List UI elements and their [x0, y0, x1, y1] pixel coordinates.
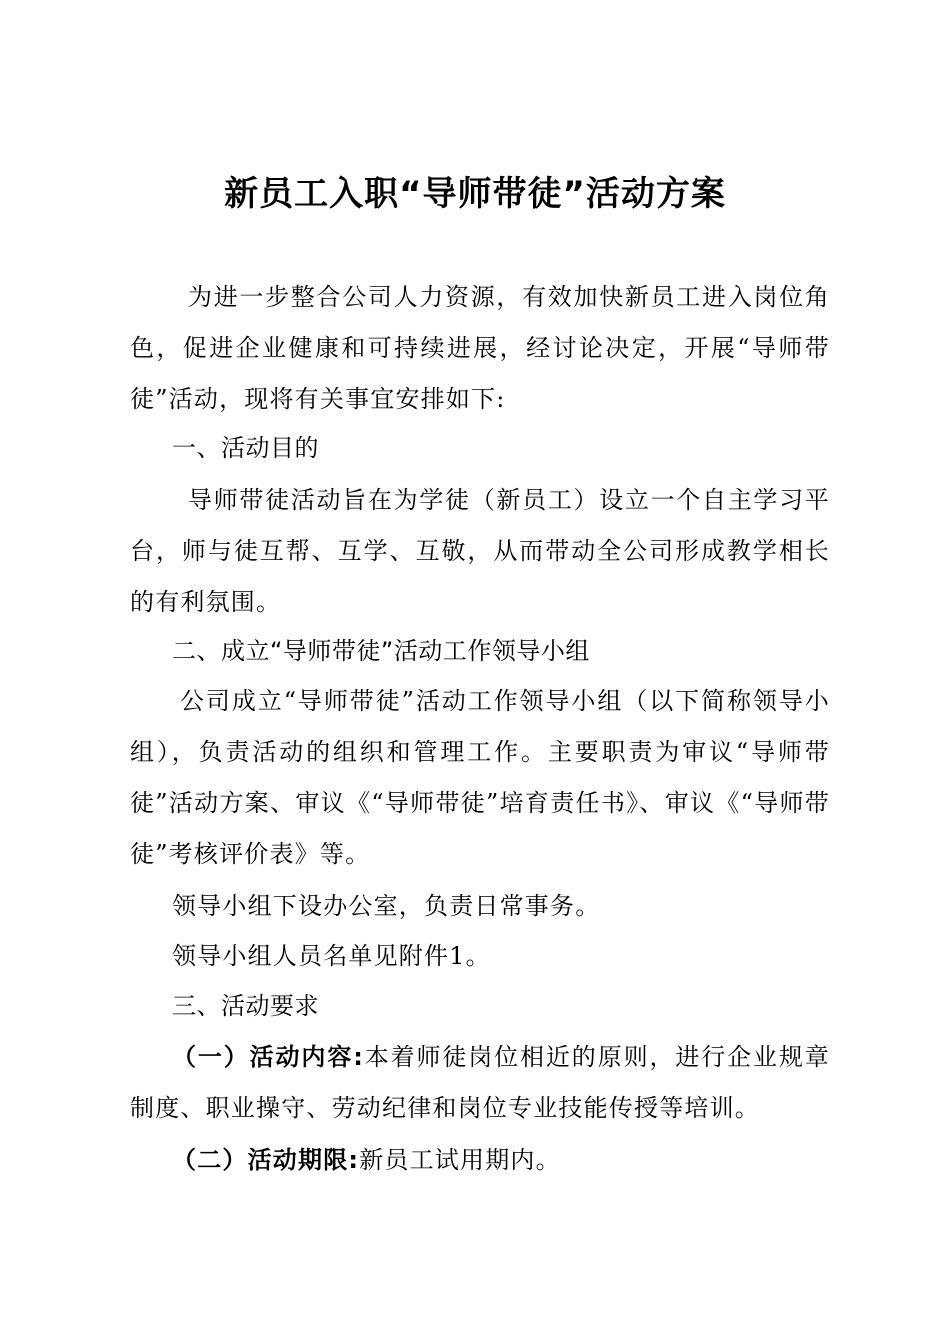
section3-item1 [130, 1032, 830, 1134]
section1-body: 导师带徒活动旨在为学徒（新员工）设立一个自主学习平台，师与徒互帮、互学、互敬，从而带动全公司形成教学相长的有利氛围。 [130, 486, 830, 616]
section3-heading: 三、活动要求 [172, 992, 319, 1020]
section2-office-note: 领导小组下设办公室，负责日常事务。 [172, 892, 601, 920]
section3-item2 [130, 1135, 830, 1186]
section3-item2-label: （二）活动期限: [172, 1146, 360, 1174]
section2-heading: 二、成立“导师带徒”活动工作领导小组 [172, 637, 590, 665]
intro-paragraph: 为进一步整合公司人力资源，有效加快新员工进入岗位角色，促进企业健康和可持续进展，经讨论决定，开展“导师带徒”活动，现将有关事宜安排如下: [130, 283, 830, 413]
section3-item1-text: 本着师徒岗位相近的原则，进行企业规章制度、职业操守、劳动纪律和岗位专业技能传授等培训。 [130, 1043, 830, 1122]
document-title: 新员工入职“导师带徒”活动方案 [224, 174, 726, 214]
section1-heading: 一、活动目的 [172, 434, 319, 462]
section3-item1-label: （一）活动内容: [172, 1043, 365, 1071]
section2-body: 公司成立“导师带徒”活动工作领导小组（以下简称领导小组），负责活动的组织和管理工作。主要职责为审议“导师带徒”活动方案、审议《“导师带徒”培育责任书》、审议《“导师带徒”考核评价表》等。 [130, 687, 830, 868]
section3-item2-text: 新员工试用期内。 [359, 1146, 561, 1174]
section2-members-note: 领导小组人员名单见附件1。 [172, 942, 491, 970]
